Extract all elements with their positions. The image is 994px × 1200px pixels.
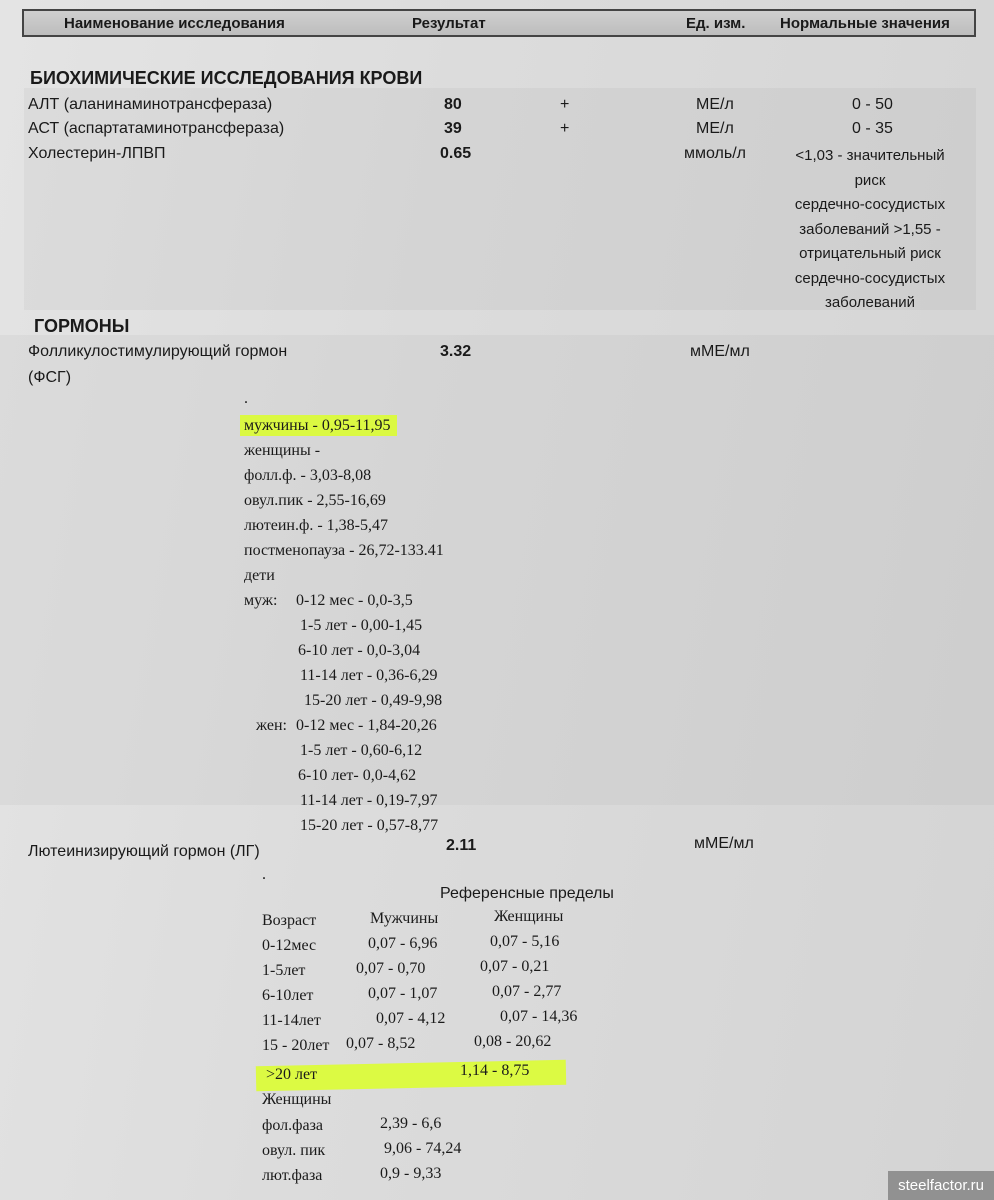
lh-ref-title: Референсные пределы — [440, 885, 614, 902]
lh-row-women: 0,07 - 14,36 — [500, 1008, 578, 1025]
lh-unit: мМЕ/мл — [694, 835, 754, 852]
section-title-biochem: БИОХИМИЧЕСКИЕ ИССЛЕДОВАНИЯ КРОВИ — [30, 68, 423, 88]
lh-name: Лютеинизирующий гормон (ЛГ) — [28, 843, 260, 860]
header-norm-col: Нормальные значения — [780, 15, 950, 32]
lh-col-men: Мужчины — [370, 910, 439, 927]
hdl-value: 0.65 — [440, 145, 472, 162]
fsh-ref-postmeno: постменопауза - 26,72-133.41 — [244, 542, 444, 559]
lh-row-men: 1,14 - 8,75 — [460, 1062, 530, 1079]
lh-col-women: Женщины — [494, 908, 564, 925]
fsh-ref-male-row: 15-20 лет - 0,49-9,98 — [304, 692, 443, 709]
lh-phase-value: 2,39 - 6,6 — [380, 1115, 442, 1132]
lh-women-title: Женщины — [262, 1091, 332, 1108]
lh-col-age: Возраст — [262, 912, 317, 929]
lh-value: 2.11 — [446, 837, 477, 854]
lh-phase-value: 0,9 - 9,33 — [380, 1165, 442, 1182]
fsh-ref-women: женщины - — [244, 442, 321, 459]
fsh-ref-ovul: овул.пик - 2,55-16,69 — [244, 492, 386, 509]
fsh-ref-female-row: 1-5 лет - 0,60-6,12 — [300, 742, 423, 759]
hdl-norm-line: отрицательный риск — [799, 245, 941, 262]
section-title-hormones: ГОРМОНЫ — [34, 316, 130, 336]
fsh-ref-male-row: 1-5 лет - 0,00-1,45 — [300, 617, 423, 634]
alt-norm: 0 - 50 — [852, 96, 893, 113]
fsh-name-line1: Фолликулостимулирующий гормон — [28, 343, 288, 360]
fsh-ref-children: дети — [244, 567, 275, 584]
watermark: steelfactor.ru — [888, 1171, 994, 1200]
lh-row-women: 0,07 - 5,16 — [490, 933, 560, 950]
hdl-norm-line: сердечно-сосудистых — [794, 269, 946, 287]
alt-value: 80 — [444, 96, 462, 113]
header-name-col: Наименование исследования — [64, 15, 285, 32]
fsh-name-line2: (ФСГ) — [28, 369, 72, 386]
hdl-norm-line: заболеваний >1,55 - — [799, 220, 941, 238]
lh-row-men: 0,07 - 8,52 — [346, 1035, 416, 1052]
lh-phase-name: овул. пик — [262, 1142, 326, 1159]
fsh-ref-men — [244, 417, 397, 435]
fsh-unit: мМЕ/мл — [690, 343, 750, 360]
fsh-value: 3.32 — [440, 343, 472, 360]
lh-dot: . — [262, 866, 266, 883]
lh-row-men: 0,07 - 6,96 — [368, 935, 438, 952]
hdl-norm-line: <1,03 - значительный — [795, 147, 945, 164]
ast-value: 39 — [444, 120, 462, 137]
ast-unit: МЕ/л — [696, 120, 734, 137]
fsh-ref-male-row: 0-12 мес - 0,0-3,5 — [296, 592, 413, 609]
lh-row-age: 15 - 20лет — [262, 1037, 330, 1054]
fsh-ref-female-label: жен: — [256, 717, 287, 734]
alt-flag: + — [560, 96, 570, 113]
fsh-ref-lut: лютеин.ф. - 1,38-5,47 — [244, 517, 388, 534]
fsh-ref-male-row: 11-14 лет - 0,36-6,29 — [300, 667, 438, 684]
lh-row-men: 0,07 - 4,12 — [376, 1010, 446, 1027]
hdl-norm-line: заболеваний — [824, 294, 916, 311]
lh-row-women: 0,07 - 2,77 — [492, 983, 562, 1000]
header-result-col: Результат — [412, 15, 486, 32]
lh-row-women: 0,08 - 20,62 — [474, 1033, 552, 1050]
lh-row-women: 0,07 - 0,21 — [480, 958, 550, 975]
fsh-ref-female-row: 6-10 лет- 0,0-4,62 — [298, 767, 417, 784]
fsh-ref-female-row: 0-12 мес - 1,84-20,26 — [296, 717, 437, 734]
hdl-name: Холестерин-ЛПВП — [28, 145, 166, 162]
hdl-norm — [770, 144, 970, 316]
fsh-ref-female-row: 15-20 лет - 0,57-8,77 — [300, 817, 439, 834]
fsh-ref-male-label: муж: — [244, 592, 278, 609]
lh-phase-value: 9,06 - 74,24 — [384, 1140, 462, 1157]
hdl-norm-line: сердечно-сосудистых — [794, 196, 946, 213]
alt-unit: МЕ/л — [696, 96, 734, 113]
fsh-ref-foll: фолл.ф. - 3,03-8,08 — [244, 467, 372, 484]
alt-name: АЛТ (аланинаминотрансфераза) — [28, 96, 273, 113]
ast-flag: + — [560, 120, 570, 137]
hdl-norm-line: риск — [854, 171, 886, 189]
lh-phase-name: фол.фаза — [262, 1117, 324, 1134]
highlighted-ref-men: мужчины - 0,95-11,95 — [240, 415, 397, 436]
hdl-unit: ммоль/л — [684, 145, 746, 162]
lh-row-men: 0,07 - 0,70 — [356, 960, 426, 977]
header-unit-col: Ед. изм. — [686, 15, 746, 32]
fsh-ref-female-row: 11-14 лет - 0,19-7,97 — [300, 792, 438, 809]
ast-norm: 0 - 35 — [852, 120, 893, 137]
lh-row-age: >20 лет — [266, 1066, 318, 1083]
fsh-dot: . — [244, 390, 248, 407]
fsh-ref-male-row: 6-10 лет - 0,0-3,04 — [298, 642, 421, 659]
faded-background-print — [0, 335, 994, 805]
lh-row-age: 6-10лет — [262, 987, 314, 1004]
table-header — [22, 9, 976, 37]
lh-row-age: 1-5лет — [262, 962, 306, 979]
lh-row-age: 0-12мес — [262, 937, 317, 954]
lh-row-men: 0,07 - 1,07 — [368, 985, 438, 1002]
lh-phase-name: лют.фаза — [262, 1167, 323, 1184]
ast-name: АСТ (аспартатаминотрансфераза) — [28, 120, 285, 137]
lh-row-age: 11-14лет — [262, 1012, 321, 1029]
